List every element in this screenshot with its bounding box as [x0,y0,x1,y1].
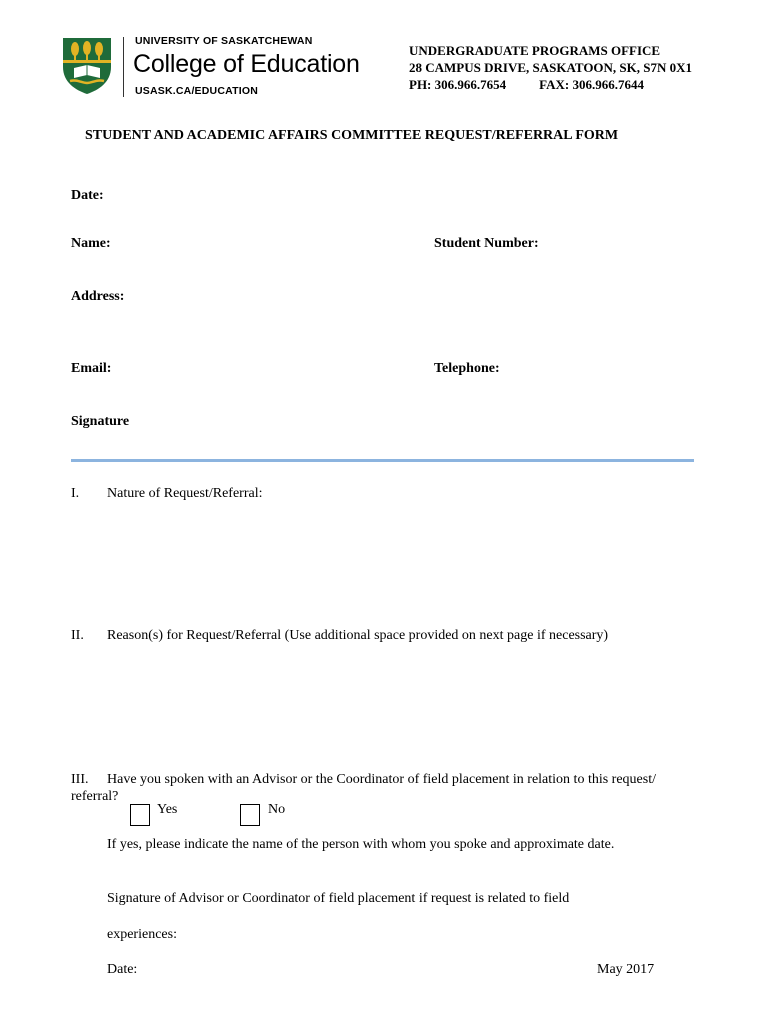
section-3-question: Have you spoken with an Advisor or the Coordinator of field placement in relation to this request/ [107,772,656,787]
date-field-label: Date: [71,188,104,203]
university-name: UNIVERSITY OF SASKATCHEWAN [135,35,313,47]
section-2-number: II. [71,628,84,643]
logo-divider [123,37,124,97]
section-divider [71,459,694,462]
student-number-field-label: Student Number: [434,236,539,251]
office-address: 28 CAMPUS DRIVE, SASKATOON, SK, S7N 0X1 [409,60,693,75]
no-checkbox[interactable] [240,804,260,826]
section-2-title: Reason(s) for Request/Referral (Use additional space provided on next page if necessary) [107,628,609,643]
college-name: College of Education [133,50,360,78]
office-name: UNDERGRADUATE PROGRAMS OFFICE [409,43,661,58]
telephone-field-label: Telephone: [434,361,500,376]
office-phone-fax [409,76,692,93]
if-yes-instruction: If yes, please indicate the name of the person with whom you spoke and approximate date. [107,837,615,852]
section-1-title: Nature of Request/Referral: [107,486,263,501]
section-3-question-cont: referral? [71,789,119,804]
office-phone: PH: 306.966.7654 [409,77,507,92]
signature-field-label: Signature [71,414,130,429]
advisor-signature-label: Signature of Advisor or Coordinator of field placement if request is related to field [107,891,570,906]
office-fax: FAX: 306.966.7644 [539,77,644,92]
office-contact-block [409,42,692,93]
section-3-number: III. [71,772,89,787]
university-crest-logo [62,37,112,95]
advisor-signature-label-cont: experiences: [107,927,177,942]
name-field-label: Name: [71,236,111,251]
no-label: No [268,802,286,817]
yes-label: Yes [157,802,178,817]
section-1-number: I. [71,486,80,501]
address-field-label: Address: [71,289,125,304]
email-field-label: Email: [71,361,112,376]
advisor-date-label: Date: [107,962,138,977]
form-version-date: May 2017 [597,962,655,977]
college-website: USASK.CA/EDUCATION [135,85,258,97]
form-title: STUDENT AND ACADEMIC AFFAIRS COMMITTEE REQUEST/REFERRAL FORM [85,128,619,143]
yes-checkbox[interactable] [130,804,150,826]
